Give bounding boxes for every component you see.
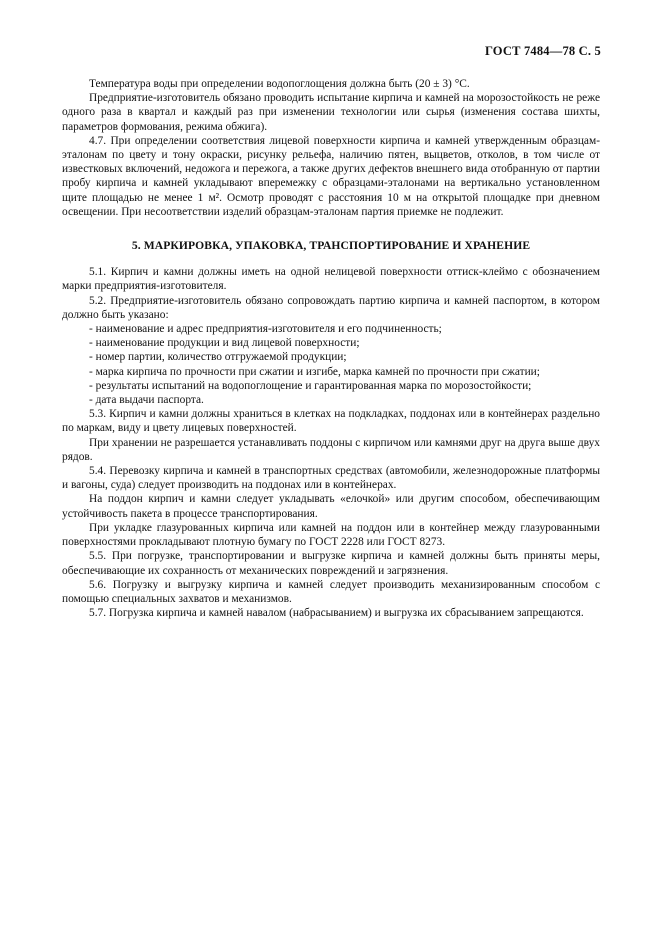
paragraph: 5.1. Кирпич и камни должны иметь на одной нелицевой поверхности оттиск-клеймо с обозначением марки предприятия-изготовителя. <box>62 266 600 293</box>
paragraph: 5.6. Погрузку и выгрузку кирпича и камней следует производить механизированным способом с помощью специальных захватов и механизмов. <box>62 578 600 605</box>
paragraph: 5.3. Кирпич и камни должны храниться в клетках на подкладках, поддонах или в контейнерах раздельно по маркам, виду и цвету лицевых поверхностей. <box>62 408 600 435</box>
paragraph: 5.4. Перевозку кирпича и камней в транспортных средствах (автомобили, железнодорожные платформы и вагоны, суда) следует производить на поддонах или в контейнерах. <box>62 465 600 492</box>
paragraph: Температура воды при определении водопоглощения должна быть (20 ± 3) °С. <box>89 78 470 90</box>
section-heading: 5. МАРКИРОВКА, УПАКОВКА, ТРАНСПОРТИРОВАНИЕ И ХРАНЕНИЕ <box>131 239 531 253</box>
list-item: - результаты испытаний на водопоглощение и гарантированная марка по морозостойкости; <box>89 379 532 392</box>
document-body <box>62 77 600 620</box>
running-header: ГОСТ 7484—78 С. 5 <box>484 44 601 58</box>
paragraph: При хранении не разрешается устанавливать поддоны с кирпичом или камнями друг на друга выше двух рядов. <box>62 436 600 463</box>
paragraph: 5.5. При погрузке, транспортировании и выгрузке кирпича и камней должны быть приняты меры, обеспечивающие их сохранность от механических повреждений и загрязнения. <box>62 550 600 577</box>
list-item: - наименование продукции и вид лицевой поверхности; <box>89 337 360 350</box>
paragraph: На поддон кирпич и камни следует укладывать «елочкой» или другим способом, обеспечивающим устойчивость пакета в процессе транспортирования. <box>62 493 600 520</box>
paragraph: 5.2. Предприятие-изготовитель обязано сопровождать партию кирпича и камней паспортом, в котором должно быть указано: <box>62 294 600 321</box>
paragraph: 4.7. При определении соответствия лицевой поверхности кирпича и камней утвержденным образцам-эталонам по цвету и тону окраски, рисунку рельефа, наличию пятен, выцветов, отколов, в том числе от известковых включений, недожога и пережога, а также других дефектов внешнего вида отобранную от партии пробу кирпича и камней укладывают вперемежку с образцами-эталонами на вертикально установленном щите площадью не менее 1 м². Осмотр проводят с расстояния 10 м на открытой площадке при дневном освещении. При несоответствии изделий образцам-эталонам партия приемке не подлежит. <box>62 134 600 218</box>
list-item: - марка кирпича по прочности при сжатии и изгибе, марка камней по прочности при сжатии; <box>89 365 540 378</box>
list-item: - дата выдачи паспорта. <box>89 394 204 407</box>
list-item: - наименование и адрес предприятия-изготовителя и его подчиненность; <box>89 323 442 336</box>
paragraph: При укладке глазурованных кирпича или камней на поддон или в контейнер между глазурованными поверхностями прокладывают плотную бумагу по ГОСТ 2228 или ГОСТ 8273. <box>62 521 600 549</box>
paragraph: 5.7. Погрузка кирпича и камней навалом (набрасыванием) и выгрузка их сбрасыванием запрещаются. <box>89 607 584 620</box>
paragraph: Предприятие-изготовитель обязано проводить испытание кирпича и камней на морозостойкость не реже одного раза в квартал и каждый раз при изменении технологии или сырья (изменения состава шихты, параметров формования, режима обжига). <box>62 92 600 133</box>
list-item: - номер партии, количество отгружаемой продукции; <box>89 351 347 364</box>
